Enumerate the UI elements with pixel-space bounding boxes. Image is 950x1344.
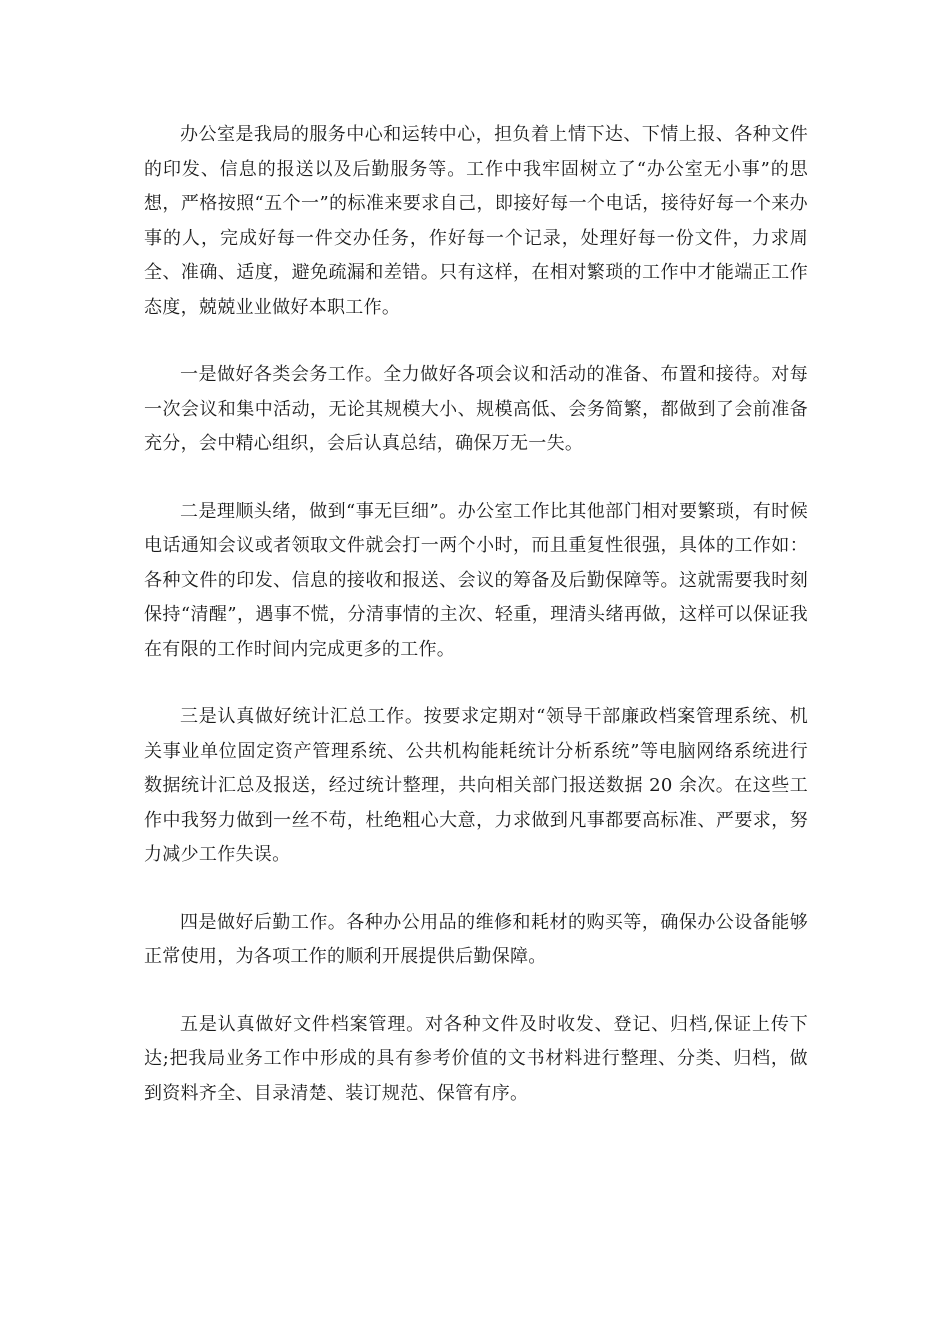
- paragraph-statistics-work: 三是认真做好统计汇总工作。按要求定期对“领导干部廉政档案管理系统、机关事业单位固定资产管理系统、公共机构能耗统计分析系统”等电脑网络系统进行数据统计汇总及报送，经过统计整理，共向相关部门报送数据 20 余次。在这些工作中我努力做到一丝不苟，杜绝粗心大意，力求做到凡事都要高标准、严要求，努力减少工作失误。: [144, 706, 808, 865]
- document-page: [144, 118, 808, 1144]
- paragraph-logistics-work: 四是做好后勤工作。各种办公用品的维修和耗材的购买等，确保办公设备能够正常使用，为各项工作的顺利开展提供后勤保障。: [144, 911, 808, 967]
- paragraph-office-overview: 办公室是我局的服务中心和运转中心，担负着上情下达、下情上报、各种文件的印发、信息的报送以及后勤服务等。工作中我牢固树立了“办公室无小事”的思想，严格按照“五个一”的标准来要求自己，即接好每一个电话，接待好每一个来办事的人，完成好每一件交办任务，作好每一个记录，处理好每一份文件，力求周全、准确、适度，避免疏漏和差错。只有这样，在相对繁琐的工作中才能端正工作态度，兢兢业业做好本职工作。: [144, 124, 808, 318]
- paragraph-organize-tasks: 二是理顺头绪，做到“事无巨细”。办公室工作比其他部门相对要繁琐，有时候电话通知会议或者领取文件就会打一两个小时，而且重复性很强，具体的工作如：各种文件的印发、信息的接收和报送、会议的筹备及后勤保障等。这就需要我时刻保持“清醒”，遇事不慌，分清事情的主次、轻重，理清头绪再做，这样可以保证我在有限的工作时间内完成更多的工作。: [144, 500, 808, 660]
- paragraph-meeting-work: 一是做好各类会务工作。全力做好各项会议和活动的准备、布置和接待。对每一次会议和集中活动，无论其规模大小、规模高低、会务简繁，都做到了会前准备充分，会中精心组织，会后认真总结，确保万无一失。: [144, 364, 808, 454]
- paragraph-archive-management: 五是认真做好文件档案管理。对各种文件及时收发、登记、归档,保证上传下达;把我局业务工作中形成的具有参考价值的文书材料进行整理、分类、归档，做到资料齐全、目录清楚、装订规范、保管有序。: [144, 1013, 808, 1104]
